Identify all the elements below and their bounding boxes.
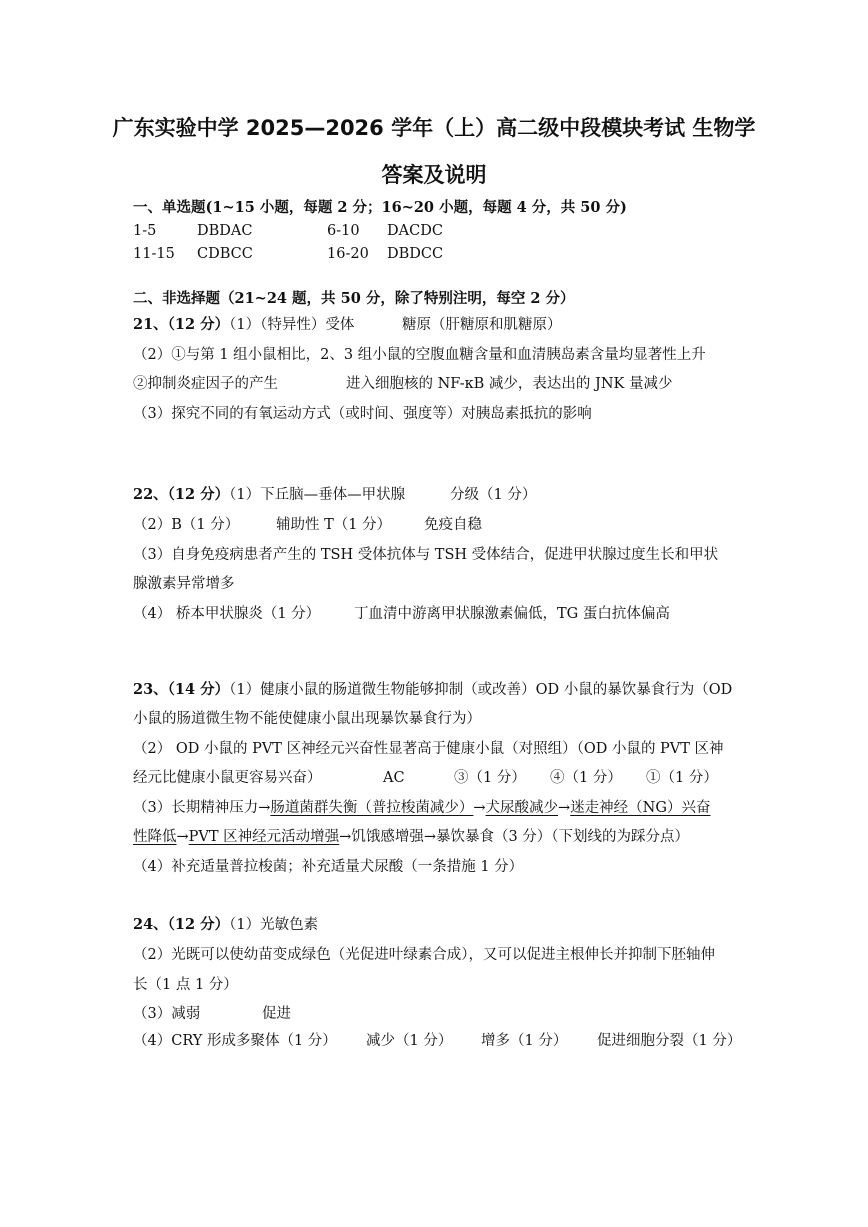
answer-text: ③（1 分） [454, 770, 526, 786]
answer-letters: DBDCC [387, 246, 444, 262]
q24-line1 [133, 915, 318, 935]
answer-range: 6-10 [327, 223, 360, 239]
answer-text: 丁血清中游离甲状腺激素偏低，TG 蛋白抗体偏高 [354, 606, 670, 622]
answer-text: 进入细胞核的 NF-κB 减少，表达出的 JNK 量减少 [346, 376, 673, 392]
answer-text: （4）CRY 形成多聚体（1 分） [133, 1033, 337, 1049]
answer-text: → [473, 800, 486, 816]
answer-text: （3）自身免疫病患者产生的 TSH 受体抗体与 TSH 受体结合，促进甲状腺过度生长和甲状 [133, 547, 719, 563]
answer-text: 免疫自稳 [424, 517, 482, 533]
answer-text: → [558, 800, 571, 816]
answer-text: 促进 [262, 1006, 291, 1022]
question-number: 24、（12 分） [133, 916, 230, 933]
answer-text: 糖原（肝糖原和肌糖原） [402, 317, 562, 333]
question-number: 21、（12 分） [133, 316, 230, 333]
answer-text: ②抑制炎症因子的产生 [133, 376, 278, 392]
answer-text: （3）减弱 [133, 1006, 201, 1022]
answer-text: 减少（1 分） [366, 1033, 453, 1049]
answer-text: （2）①与第 1 组小鼠相比，2、3 组小鼠的空腹血糖含量和血清胰岛素含量均显著性上升 [133, 347, 706, 363]
answer-text: ①（1 分） [646, 770, 718, 786]
answer-text: （1）光敏色素 [229, 917, 319, 933]
question-number: 22、（12 分） [133, 486, 230, 503]
answer-text: 辅助性 T（1 分） [276, 517, 392, 533]
answer-text: ④（1 分） [550, 770, 622, 786]
scoring-point: 性降低 [133, 829, 177, 845]
answer-text: （1）下丘脑—垂体—甲状腺 [229, 487, 406, 503]
answer-text: 经元比健康小鼠更容易兴奋） [133, 770, 322, 786]
q22-line1 [133, 485, 405, 505]
answer-text: （4） 桥本甲状腺炎（1 分） [133, 606, 321, 622]
answer-range: 16-20 [327, 246, 369, 262]
answer-text: （2）光既可以使幼苗变成绿色（光促进叶绿素合成），又可以促进主根伸长并抑制下胚轴伸 [133, 947, 715, 963]
answer-text: 促进细胞分裂（1 分） [597, 1033, 742, 1049]
answer-text: 增多（1 分） [481, 1033, 568, 1049]
question-number: 23、（14 分） [133, 681, 230, 698]
answer-text: （1）健康小鼠的肠道微生物能够抑制（或改善）OD 小鼠的暴饮暴食行为（OD [229, 682, 733, 698]
answer-text: （3）探究不同的有氧运动方式（或时间、强度等）对胰岛素抵抗的影响 [133, 406, 592, 422]
section1-heading: 一、单选题(1~15 小题，每题 2 分；16~20 小题，每题 4 分，共 50 分) [133, 199, 627, 216]
page-title: 广东实验中学 2025—2026 学年（上）高二级中段模块考试 生物学 [112, 116, 756, 140]
answer-text: →饥饿感增强→暴饮暴食（3 分）（下划线的为踩分点） [339, 829, 690, 845]
answer-text: AC [383, 770, 405, 786]
answer-range: 1-5 [133, 223, 157, 239]
q21-line1 [133, 315, 354, 335]
page-subtitle: 答案及说明 [381, 163, 487, 187]
answer-letters: CDBCC [197, 246, 253, 262]
answer-letters: DBDAC [197, 223, 253, 239]
answer-letters: DACDC [387, 223, 443, 239]
answer-text: 长（1 点 1 分） [133, 977, 238, 993]
answer-text: 小鼠的肠道微生物不能使健康小鼠出现暴饮暴食行为） [133, 711, 481, 727]
scoring-point: 犬尿酸减少 [485, 800, 559, 816]
scoring-point: 肠道菌群失衡（普拉梭菌减少） [270, 800, 474, 816]
q23-line6 [133, 827, 689, 847]
q23-line1 [133, 680, 732, 700]
answer-range: 11-15 [133, 246, 175, 262]
scoring-point: 迷走神经（NG）兴奋 [570, 800, 711, 816]
q23-line5 [133, 798, 710, 818]
answer-text: 腺激素异常增多 [133, 576, 235, 592]
section2-heading: 二、非选择题（21~24 题，共 50 分，除了特别注明，每空 2 分） [133, 290, 575, 307]
answer-text: （4）补充适量普拉梭菌；补充适量犬尿酸（一条措施 1 分） [133, 859, 524, 875]
answer-text: （1）（特异性）受体 [229, 317, 355, 333]
answer-text: （3）长期精神压力→ [133, 800, 271, 816]
scoring-point: PVT 区神经元活动增强 [188, 829, 340, 845]
answer-text: （2）B（1 分） [133, 517, 240, 533]
answer-text: （2） OD 小鼠的 PVT 区神经元兴奋性显著高于健康小鼠（对照组）（OD 小鼠的 PVT 区神 [133, 741, 724, 757]
answer-text: 分级（1 分） [450, 487, 537, 503]
answer-text: → [176, 829, 189, 845]
